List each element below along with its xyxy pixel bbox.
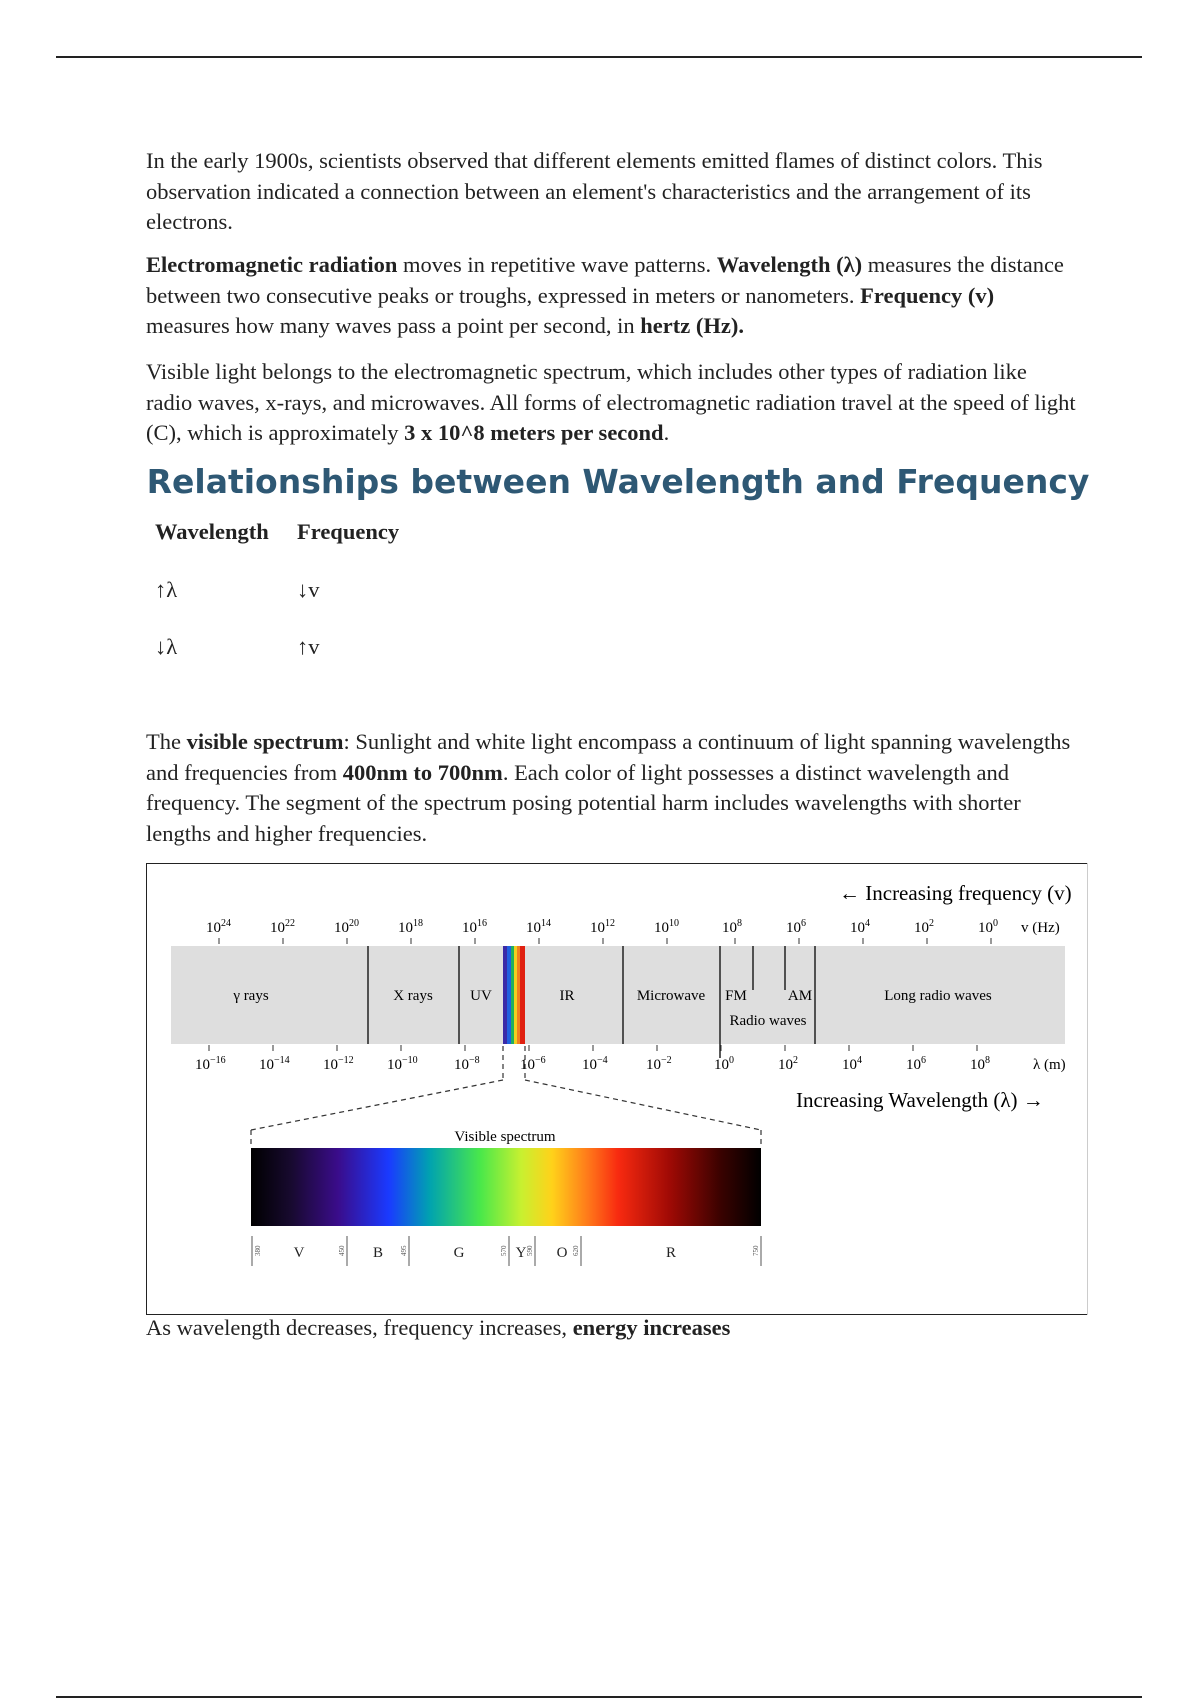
relationship-row-1-frequency: ↓v bbox=[297, 577, 320, 602]
freq-tick-label bbox=[978, 918, 998, 936]
color-red-label: R bbox=[665, 1245, 677, 1261]
color-green-label: G bbox=[453, 1245, 465, 1261]
band-am-label: AM bbox=[787, 988, 813, 1004]
wave-tick-label bbox=[259, 1055, 290, 1073]
svg-text:100: $10^0$ bbox=[714, 1055, 734, 1073]
freq-tick-label bbox=[526, 918, 551, 936]
figure-caption: As wavelength decreases, frequency increases, energy increases bbox=[146, 1315, 731, 1340]
relationship-row-2-frequency: ↑v bbox=[297, 634, 320, 659]
svg-text:10−10: $10^{-10}$ bbox=[387, 1055, 418, 1073]
color-orange-label: O bbox=[556, 1245, 568, 1261]
band-xray-label: X rays bbox=[393, 988, 433, 1004]
svg-text:10−14: $10^{-14}$ bbox=[259, 1055, 290, 1073]
svg-text:106: $10^6$ bbox=[906, 1055, 926, 1073]
band-long-radio-label: Long radio waves bbox=[884, 988, 992, 1004]
visible-spectrum-gradient bbox=[251, 1148, 761, 1226]
visible-strip bbox=[503, 946, 525, 1044]
spectrum-paragraph: Visible light belongs to the electromagnetic spectrum, which includes other types of radiation like radio waves, x-rays, and microwaves. All forms of electromagnetic radiation travel at the speed of light (C), which is approximately 3 x 10^8 meters per second. bbox=[146, 359, 1076, 445]
svg-text:102: $10^2$ bbox=[914, 918, 934, 936]
band-microwave-label: Microwave bbox=[636, 988, 706, 1004]
svg-text:10−16: $10^{-16}$ bbox=[195, 1055, 226, 1073]
visible-spectrum-label: Visible spectrum bbox=[454, 1129, 556, 1145]
svg-text:1018: $10^{18}$ bbox=[398, 918, 423, 936]
wave-tick-label bbox=[195, 1055, 226, 1073]
intro-paragraph: In the early 1900s, scientists observed that different elements emitted flames of distinct colors. This observation indicated a connection between an element's characteristics and the arrangement of its electrons. bbox=[146, 148, 1043, 234]
nm-450-label: 450 bbox=[338, 1245, 346, 1256]
top-rule bbox=[56, 56, 1142, 58]
term-frequency: Frequency (v) bbox=[860, 282, 995, 308]
freq-tick-label bbox=[270, 918, 295, 936]
figure-right-edge bbox=[1087, 863, 1088, 1315]
wave-tick-label bbox=[387, 1055, 418, 1073]
svg-text:1022: $10^{22}$ bbox=[270, 918, 295, 936]
wave-tick-label bbox=[970, 1055, 990, 1073]
svg-text:10−12: $10^{-12}$ bbox=[323, 1055, 354, 1073]
freq-tick-label bbox=[786, 918, 806, 936]
term-visible-spectrum: visible spectrum bbox=[186, 729, 344, 754]
nm-620-label: 620 bbox=[572, 1245, 580, 1256]
svg-text:1014: $10^{14}$ bbox=[526, 918, 551, 936]
band-gamma-label: γ rays bbox=[233, 988, 269, 1004]
svg-text:102: $10^2$ bbox=[778, 1055, 798, 1073]
freq-tick-label bbox=[914, 918, 934, 936]
term-hertz: hertz (Hz). bbox=[640, 313, 744, 338]
caption-emphasis: energy increases bbox=[572, 1315, 731, 1340]
band-radio-label: Radio waves bbox=[729, 1013, 807, 1029]
freq-tick-label bbox=[334, 918, 359, 936]
wave-tick-label bbox=[714, 1055, 734, 1073]
svg-text:100: $10^0$ bbox=[978, 918, 998, 936]
radiation-paragraph: Electromagnetic radiation moves in repetitive wave patterns. Wavelength (λ) measures the distance between two consecutive peaks or troughs, expressed in meters or nanometers. Frequency (v) measures how many waves pass a point per second, in hertz (Hz). bbox=[146, 252, 1064, 338]
relationship-row-2-wavelength: ↓λ bbox=[155, 634, 178, 659]
svg-text:10−6: $10^{-6}$ bbox=[520, 1055, 546, 1073]
color-yellow-label: Y bbox=[515, 1245, 527, 1261]
nm-590-label: 590 bbox=[526, 1245, 534, 1256]
wavelength-unit-label: λ (m) bbox=[1033, 1057, 1066, 1073]
freq-tick-label bbox=[590, 918, 615, 936]
nm-495-label: 495 bbox=[400, 1245, 408, 1256]
svg-text:104: $10^4$ bbox=[850, 918, 870, 936]
wave-tick-label bbox=[842, 1055, 862, 1073]
visible-range-value: 400nm to 700nm bbox=[342, 759, 503, 785]
band-fm-label: FM bbox=[725, 988, 747, 1004]
svg-text:10−2: $10^{-2}$ bbox=[646, 1055, 672, 1073]
freq-tick-label bbox=[462, 918, 487, 936]
svg-text:1012: $10^{12}$ bbox=[590, 918, 615, 936]
svg-text:1016: $10^{16}$ bbox=[462, 918, 487, 936]
bottom-rule bbox=[56, 1696, 1142, 1698]
freq-tick-label bbox=[206, 918, 231, 936]
wave-tick-label bbox=[582, 1055, 608, 1073]
svg-text:10−4: $10^{-4}$ bbox=[582, 1055, 608, 1073]
wave-tick-label bbox=[906, 1055, 926, 1073]
em-spectrum-figure bbox=[146, 863, 1088, 1315]
svg-text:106: $10^6$ bbox=[786, 918, 806, 936]
relationship-header-frequency: Frequency bbox=[297, 519, 400, 544]
wavelength-axis bbox=[195, 1045, 1066, 1073]
svg-text:1024: $10^{24}$ bbox=[206, 918, 231, 936]
wave-tick-label bbox=[778, 1055, 798, 1073]
term-wavelength: Wavelength (λ) bbox=[716, 252, 863, 277]
increasing-wavelength-title: Increasing Wavelength (λ) → bbox=[796, 1088, 1044, 1112]
section-heading: Relationships between Wavelength and Frequency bbox=[146, 462, 1090, 501]
svg-text:10−8: $10^{-8}$ bbox=[454, 1055, 480, 1073]
svg-text:1020: $10^{20}$ bbox=[334, 918, 359, 936]
band-ir-label: IR bbox=[559, 988, 575, 1004]
nm-570-label: 570 bbox=[500, 1245, 508, 1256]
wave-tick-label bbox=[646, 1055, 672, 1073]
relationship-row-1-wavelength: ↑λ bbox=[155, 577, 178, 602]
freq-tick-label bbox=[850, 918, 870, 936]
frequency-axis bbox=[206, 918, 1060, 944]
spectrum-band bbox=[171, 946, 1065, 1058]
svg-text:108: $10^8$ bbox=[722, 918, 742, 936]
wave-tick-label bbox=[323, 1055, 354, 1073]
band-uv-label: UV bbox=[470, 988, 492, 1004]
color-violet-label: V bbox=[293, 1245, 305, 1261]
nm-750-label: 750 bbox=[752, 1245, 760, 1256]
relationship-header-wavelength: Wavelength bbox=[155, 519, 269, 544]
em-spectrum-diagram bbox=[147, 864, 1088, 1314]
term-electromagnetic-radiation: Electromagnetic radiation bbox=[146, 252, 398, 277]
freq-tick-label bbox=[654, 918, 679, 936]
wave-tick-label bbox=[454, 1055, 480, 1073]
nm-380-label: 380 bbox=[254, 1245, 262, 1256]
svg-text:108: $10^8$ bbox=[970, 1055, 990, 1073]
frequency-unit-label: v (Hz) bbox=[1021, 920, 1060, 936]
increasing-frequency-title: ← Increasing frequency (v) bbox=[839, 881, 1072, 905]
svg-text:1010: $10^{10}$ bbox=[654, 918, 679, 936]
color-blue-label: B bbox=[372, 1245, 384, 1261]
freq-tick-label bbox=[722, 918, 742, 936]
wave-tick-label bbox=[520, 1055, 546, 1073]
visible-spectrum-paragraph: The visible spectrum: Sunlight and white light encompass a continuum of light spanning wavelengths and frequencies from 400nm to 700nm. Each color of light possesses a distinct wavelength and frequency. The segment of the spectrum posing potential harm includes wavelengths with shorter lengths and higher frequencies. bbox=[146, 729, 1071, 846]
speed-of-light-value: 3 x 10^8 meters per second bbox=[404, 420, 664, 445]
freq-tick-label bbox=[398, 918, 423, 936]
svg-text:104: $10^4$ bbox=[842, 1055, 862, 1073]
